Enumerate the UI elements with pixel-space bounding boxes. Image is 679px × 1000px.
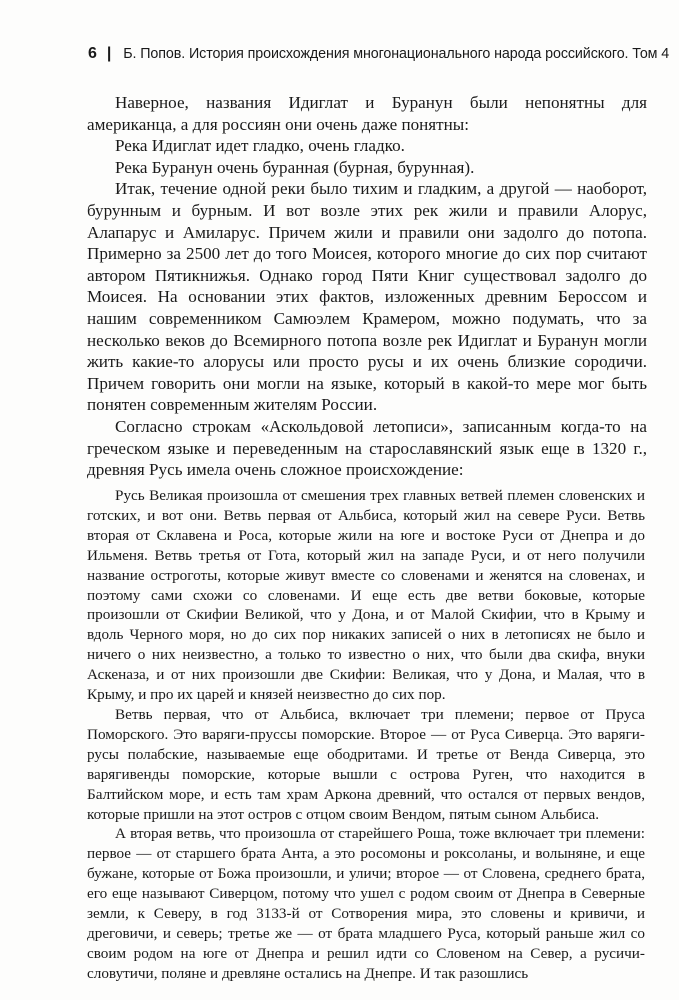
main-paragraph: Согласно строкам «Аскольдовой летописи», записанным когда-то на греческом языке и переведенным на старославянский язык еще в 1320 г., древняя Русь имела очень сложное происхождение: (87, 416, 647, 480)
main-paragraph: Река Идиглат идет гладко, очень гладко. (115, 136, 405, 156)
chronicle-quote (87, 486, 645, 984)
page-header (88, 42, 670, 66)
main-paragraph: Река Буранун очень буранная (бурная, бурунная). (115, 157, 475, 177)
page-number: 6 (88, 45, 97, 62)
header-separator: | (106, 45, 112, 62)
main-text (87, 92, 647, 481)
main-paragraph: Итак, течение одной реки было тихим и гладким, а другой — наоборот, бурунным и бурным. И вот возле этих рек жили и правили Алорус, Алапарус и Амиларус. Причем жили и правили они задолго до потопа. Примерно за 2500 лет до того Моисея, которого многие до сих пор считают автором Пятикнижья. Однако город Пяти Книг существовал задолго до Моисея. На основании этих фактов, изложенных древним Бероссом и нашим современником Самюэлем Крамером, можно подумать, что за несколько веков до Всемирного потопа возле рек Идиглат и Буранун могли жить какие-то алорусы или просто русы и их очень близкие сородичи. Причем говорить они могли на языке, который в какой-то мере мог быть понятен современным жителям России. (87, 179, 647, 415)
running-title: Б. Попов. История происхождения многонационального народа российского. Том 4 (123, 46, 670, 62)
main-paragraph: Наверное, названия Идиглат и Буранун были непонятны для американца, а для россиян они очень даже понятны: (87, 93, 647, 134)
quote-paragraph: А вторая ветвь, что произошла от старейшего Роша, тоже включает три племени: первое — от старшего брата Анта, а это росомоны и роксоланы, и волыняне, и еще бужане, которые от Божа произошли, и уличи; второе — от Словена, среднего брата, его еще называют Сиверцом, потому что ушел с родом своим от Днепра в Северные земли, к Северу, в год 3133-й от Сотворения мира, это словены и кривичи, и дреговичи, и северь; третье же — от брата младшего Руса, который раньше жил со своим родом на юге от Днепра и решил идти со Словеном на Север, а русичи-словутичи, поляне и древляне остались на Днепре. И так разошлись (87, 825, 645, 982)
quote-paragraph: Русь Великая произошла от смешения трех главных ветвей племен словенских и готских, и вот они. Ветвь первая от Альбиса, который жил на севере Руси. Ветвь вторая от Склавена и Роса, которые жили на юге и востоке Руси от Днепра и до Ильменя. Ветвь третья от Гота, который жил на западе Руси, и от него получили название остроготы, которые живут вместе со словенами и женятся на словенах, и поэтому сами схожи со словенами. И еще есть две ветви боковые, которые произошли от Скифии Великой, что у Дона, и от Малой Скифии, что в Крыму и вдоль Черного моря, но до сих пор никаких записей о них в летописях не было и ничего о них неизвестно, а только то известно о них, что были два скифа, внуки Аскеназа, и от них произошли две Скифии: Великая, что у Дона, и Малая, что в Крыму, и про их царей и князей неизвестно до сих пор. (87, 487, 645, 704)
quote-paragraph: Ветвь первая, что от Альбиса, включает три племени; первое от Пруса Поморского. Это варяги-пруссы поморские. Второе — от Руса Сиверца. Это варяги-русы полабские, называемые еще ободритами. И третье от Венда Сиверца, это варягивенды поморские, которые вышли с острова Руген, что находится в Балтийском море, и есть там храм Аркона древний, что остался от первых вендов, которые пришли на этот остров с отцом своим Вендом, пятым сыном Альбиса. (87, 705, 645, 823)
